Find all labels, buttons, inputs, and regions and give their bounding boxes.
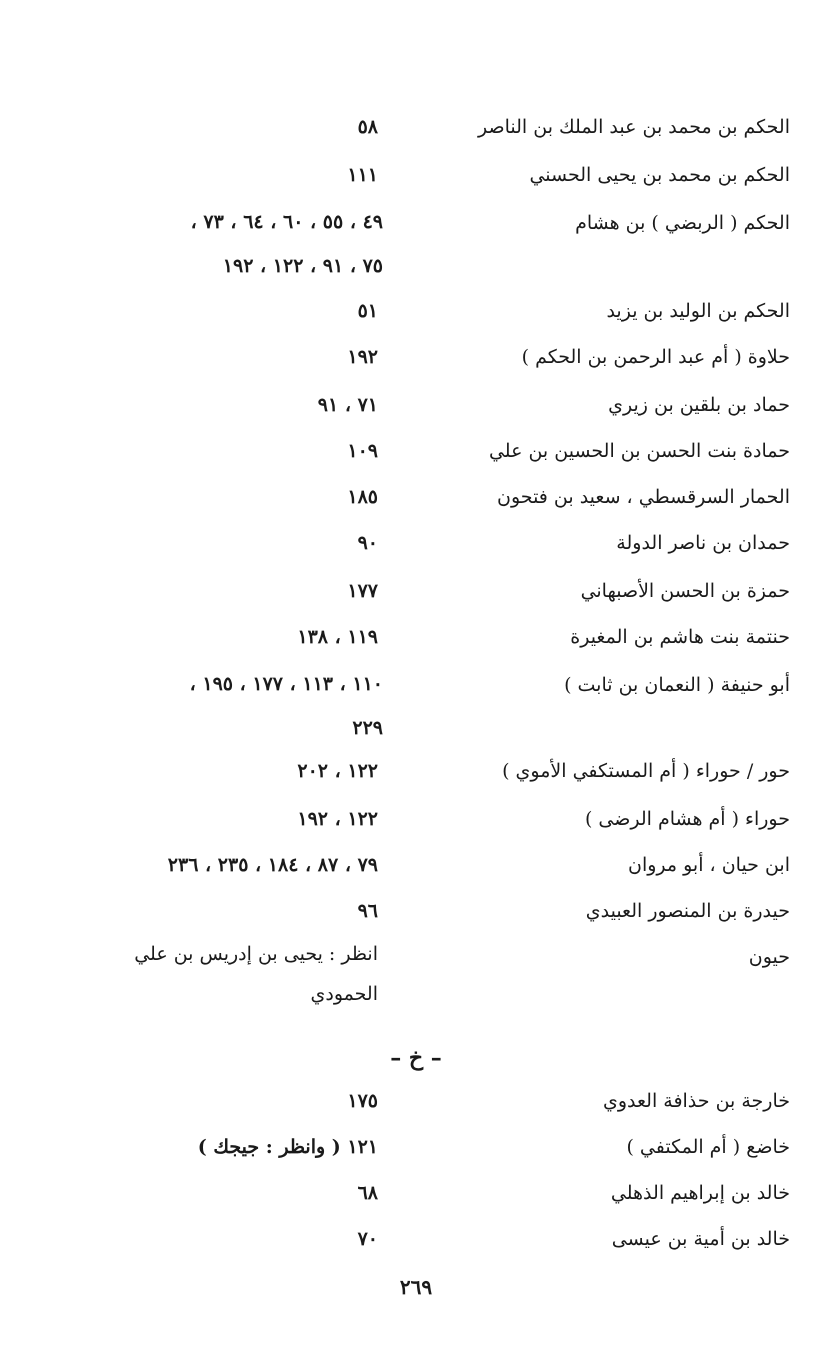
index-entry (0, 934, 832, 1018)
entry-name: ابن حيان ، أبو مروان (628, 854, 790, 876)
index-entry (0, 288, 832, 334)
index-entry (0, 1124, 832, 1170)
index-entry (0, 1216, 832, 1262)
entry-pages: ١١١ (347, 164, 378, 186)
entry-name: خاضع ( أم المكتفي ) (626, 1136, 790, 1158)
entry-pages (95, 662, 383, 750)
entry-name: حوراء ( أم هشام الرضى ) (584, 808, 790, 830)
index-entry (0, 1170, 832, 1216)
index-entry (0, 474, 832, 520)
index-entry (0, 796, 832, 842)
entry-name: الحكم بن محمد بن يحيى الحسني (529, 164, 790, 186)
entry-cross-reference (100, 934, 378, 1014)
entry-pages: ٧٩ ، ٨٧ ، ١٨٤ ، ٢٣٥ ، ٢٣٦ (167, 854, 378, 876)
entry-name: خالد بن أمية بن عيسى (611, 1228, 790, 1250)
entry-name: الحكم بن الوليد بن يزيد (606, 300, 790, 322)
index-entry (0, 1078, 832, 1124)
entry-name: حمدان بن ناصر الدولة (616, 532, 790, 554)
entry-pages-line: ٤٩ ، ٥٥ ، ٦٠ ، ٦٤ ، ٧٣ ، (190, 211, 383, 233)
index-entry (0, 568, 832, 614)
entry-pages: ١٢١ ( وانظر : جيجك ) (197, 1136, 378, 1158)
index-entry (0, 614, 832, 660)
entry-pages-line: ٢٢٩ (352, 717, 383, 739)
entry-name: حماد بن بلقين بن زيري (608, 394, 790, 416)
entry-pages: ٥٨ (357, 116, 378, 138)
entry-name: حيدرة بن المنصور العبيدي (585, 900, 790, 922)
entry-pages: ١٢٢ ، ١٩٢ (297, 808, 378, 830)
index-entry (0, 748, 832, 794)
entry-name: حمزة بن الحسن الأصبهاني (580, 580, 790, 602)
page-number: ٢٦٩ (399, 1275, 433, 1299)
cross-reference-line: انظر : يحيى بن إدريس بن علي (134, 943, 378, 965)
entry-pages: ١٧٥ (347, 1090, 378, 1112)
index-entry (0, 428, 832, 474)
index-entry (0, 520, 832, 566)
index-entry (0, 382, 832, 428)
section-heading: – خ – (390, 1045, 442, 1071)
index-entry (0, 152, 832, 198)
entry-pages: ٩٠ (357, 532, 378, 554)
entry-name: حلاوة ( أم عبد الرحمن بن الحكم ) (521, 346, 790, 368)
entry-pages: ٧١ ، ٩١ (317, 394, 378, 416)
entry-pages: ١٠٩ (347, 440, 378, 462)
cross-reference-line: الحمودي (310, 983, 378, 1005)
entry-name: الحكم ( الربضي ) بن هشام (575, 212, 790, 234)
entry-name: الحكم بن محمد بن عبد الملك بن الناصر (477, 116, 790, 138)
entry-name: حور / حوراء ( أم المستكفي الأموي ) (502, 760, 790, 782)
index-entry (0, 104, 832, 150)
entry-name: حنتمة بنت هاشم بن المغيرة (570, 626, 790, 648)
entry-pages (95, 200, 383, 288)
entry-pages: ٦٨ (357, 1182, 378, 1204)
entry-pages: ٩٦ (357, 900, 378, 922)
index-entry (0, 662, 832, 752)
entry-name: أبو حنيفة ( النعمان بن ثابت ) (564, 674, 790, 696)
entry-pages: ١٨٥ (347, 486, 378, 508)
index-entry (0, 334, 832, 380)
entry-pages-line: ٧٥ ، ٩١ ، ١٢٢ ، ١٩٢ (222, 255, 383, 277)
entry-name: خارجة بن حذافة العدوي (602, 1090, 790, 1112)
entry-pages: ٥١ (357, 300, 378, 322)
entry-name: خالد بن إبراهيم الذهلي (610, 1182, 790, 1204)
entry-pages: ١٩٢ (347, 346, 378, 368)
entry-pages: ٧٠ (357, 1228, 378, 1250)
entry-name: حيون (748, 946, 790, 968)
entry-pages: ١٧٧ (347, 580, 378, 602)
entry-name: الحمار السرقسطي ، سعيد بن فتحون (497, 486, 790, 508)
entry-pages: ١٢٢ ، ٢٠٢ (297, 760, 378, 782)
index-entry (0, 888, 832, 934)
entry-pages-line: ١١٠ ، ١١٣ ، ١٧٧ ، ١٩٥ ، (189, 673, 383, 695)
index-entry (0, 200, 832, 290)
index-entry (0, 842, 832, 888)
entry-name: حمادة بنت الحسن بن الحسين بن علي (488, 440, 790, 462)
entry-pages: ١١٩ ، ١٣٨ (297, 626, 378, 648)
